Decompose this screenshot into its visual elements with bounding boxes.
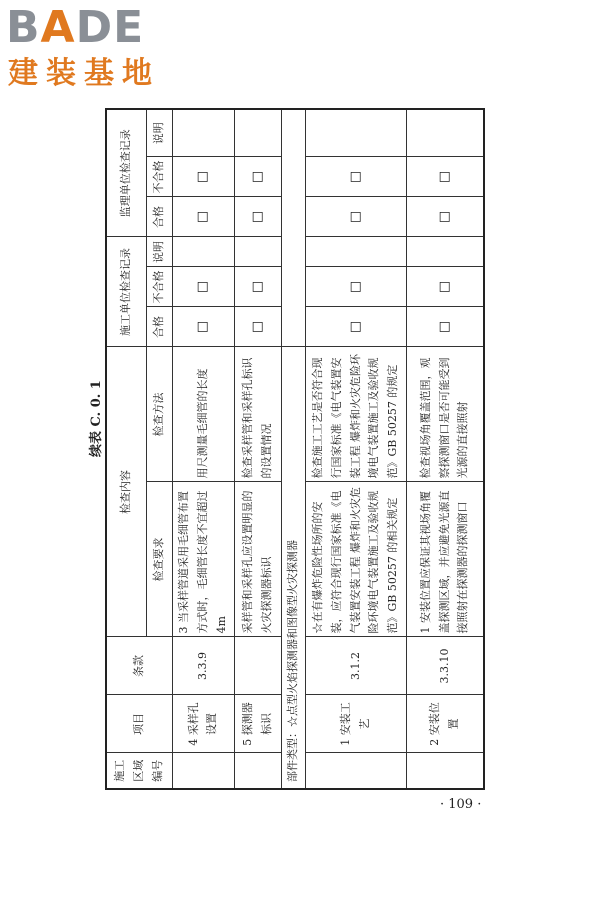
header-contractor: 施工单位检查记录: [106, 237, 146, 347]
header-supervisor: 监理单位检查记录: [106, 109, 146, 237]
contractor-pass-checkbox[interactable]: □: [306, 307, 407, 347]
header-clause: 条款: [106, 637, 172, 695]
row-requirement: 3 当采样管道采用毛细管布置方式时，毛细管长度不宜超过 4m: [172, 482, 234, 637]
contractor-note-cell: [234, 237, 281, 267]
row-item: 2 安装位置: [406, 695, 484, 753]
row-method: 检查采样管和采样孔标识的设置情况: [234, 347, 281, 482]
row-area: [172, 753, 234, 789]
header-supervisor-fail: 不合格: [146, 157, 172, 197]
category-blank: [281, 109, 305, 347]
brand-logo: [6, 4, 176, 96]
logo-subtitle: 建装基地: [8, 56, 160, 91]
row-clause: [234, 637, 281, 695]
inspection-table-wrapper: [105, 110, 485, 790]
header-method: 检查方法: [146, 347, 172, 482]
supervisor-note-cell: [306, 109, 407, 157]
header-supervisor-note: 说明: [146, 109, 172, 157]
row-requirement: 1 安装位置应保证其视场角覆盖探测区域，并应避免光源直接照射在探测器的探测窗口: [406, 482, 484, 637]
supervisor-note-cell: [172, 109, 234, 157]
header-contractor-fail: 不合格: [146, 267, 172, 307]
row-clause: 3.1.2: [306, 637, 407, 695]
supervisor-fail-checkbox[interactable]: □: [234, 157, 281, 197]
category-row: [281, 109, 305, 789]
header-contractor-pass: 合格: [146, 307, 172, 347]
row-requirement: ☆在有爆炸危险性场所的安装，应符合现行国家标准《电气装置安装工程 爆炸和火灾危险环境电气装置施工及验收规范》GB 50257 的相关规定: [306, 482, 407, 637]
header-requirement: 检查要求: [146, 482, 172, 637]
row-clause: 3.3.9: [172, 637, 234, 695]
row-item: 4 采样孔设置: [172, 695, 234, 753]
contractor-pass-checkbox[interactable]: □: [406, 307, 484, 347]
row-item: 1 安装工艺: [306, 695, 407, 753]
supervisor-fail-checkbox[interactable]: □: [172, 157, 234, 197]
page-number: · 109 ·: [440, 797, 482, 812]
row-method: 用尺测量毛细管的长度: [172, 347, 234, 482]
table-row: [234, 109, 281, 789]
contractor-note-cell: [406, 237, 484, 267]
supervisor-fail-checkbox[interactable]: □: [406, 157, 484, 197]
contractor-fail-checkbox[interactable]: □: [306, 267, 407, 307]
header-item: 项目: [106, 695, 172, 753]
row-clause: 3.3.10: [406, 637, 484, 695]
row-area: [306, 753, 407, 789]
supervisor-note-cell: [234, 109, 281, 157]
header-contractor-note: 说明: [146, 237, 172, 267]
supervisor-fail-checkbox[interactable]: □: [306, 157, 407, 197]
row-area: [406, 753, 484, 789]
header-content: 检查内容: [106, 347, 146, 637]
header-supervisor-pass: 合格: [146, 197, 172, 237]
supervisor-pass-checkbox[interactable]: □: [306, 197, 407, 237]
row-area: [234, 753, 281, 789]
inspection-table: [105, 108, 485, 790]
supervisor-pass-checkbox[interactable]: □: [234, 197, 281, 237]
table-row: [306, 109, 407, 789]
contractor-fail-checkbox[interactable]: □: [406, 267, 484, 307]
table-caption: 续表 C. 0. 1: [89, 380, 104, 457]
supervisor-note-cell: [406, 109, 484, 157]
contractor-note-cell: [172, 237, 234, 267]
row-item: 5 探测器标识: [234, 695, 281, 753]
contractor-pass-checkbox[interactable]: □: [172, 307, 234, 347]
row-method: 检查施工工艺是否符合现行国家标准《电气装置安装工程 爆炸和火灾危险环境电气装置施工及验收规范》GB 50257 的规定: [306, 347, 407, 482]
category-label: 部件类型：☆点型火焰探测器和图像型火灾探测器: [281, 347, 305, 789]
contractor-fail-checkbox[interactable]: □: [172, 267, 234, 307]
contractor-pass-checkbox[interactable]: □: [234, 307, 281, 347]
header-area: 施工区域编号: [106, 753, 172, 789]
contractor-fail-checkbox[interactable]: □: [234, 267, 281, 307]
contractor-note-cell: [306, 237, 407, 267]
logo-wordmark: BADE: [6, 2, 145, 53]
table-row: [172, 109, 234, 789]
supervisor-pass-checkbox[interactable]: □: [406, 197, 484, 237]
row-method: 检查视场角覆盖范围，观察探测窗口是否可能受到光源的直接照射: [406, 347, 484, 482]
table-row: [406, 109, 484, 789]
supervisor-pass-checkbox[interactable]: □: [172, 197, 234, 237]
row-requirement: 采样管和采样孔应设置明显的火灾探测器标识: [234, 482, 281, 637]
